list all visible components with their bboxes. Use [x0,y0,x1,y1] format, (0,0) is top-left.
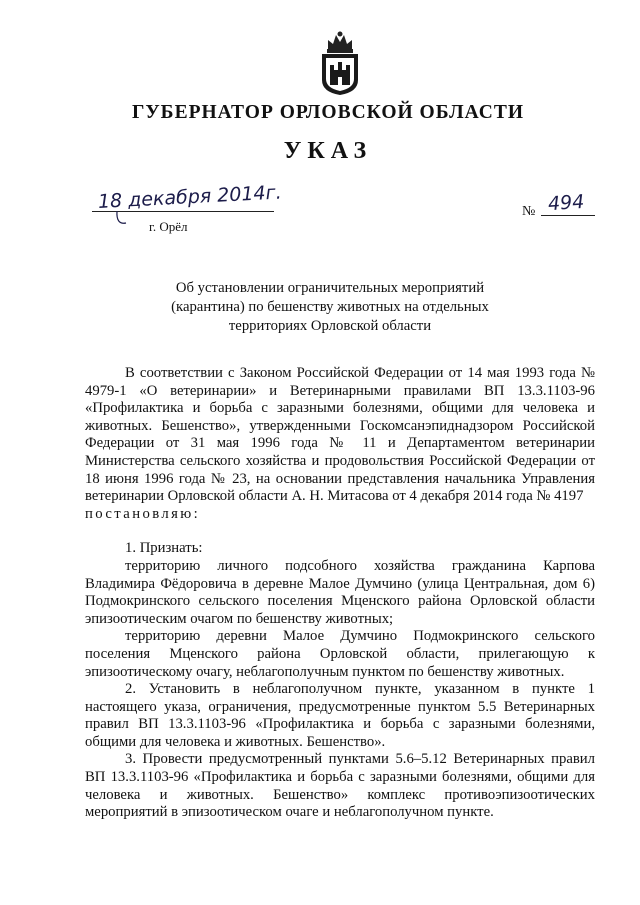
pen-stroke-mark [114,209,128,229]
city-label: г. Орёл [149,219,188,234]
item-3-paragraph: 3. Провести предусмотренный пунктами 5.6–5.12 Ветеринарных правил ВП 13.3.1103-96 «Профилактика и борьба с заразными болезнями, общими для человека и животных. Бешенство» комплекс противоэпизоотических мероприятий в эпизоотическом очаге и неблагополучном пункте. [85,751,595,821]
item-1-heading: 1. Признать: [125,540,203,557]
item-2-paragraph: 2. Установить в неблагополучном пункте, указанном в пункте 1 настоящего указа, ограничения, предусмотренные пунктом 5.5 Ветеринарных правил ВП 13.3.1103-96 «Профилактика и борьба с заразными болезнями, общими для человека и животных. Бешенство». [85,681,595,750]
item-1-clause-b: территорию деревни Малое Думчино Подмокринского сельского поселения Мценского района Орловской области, прилегающую к эпизоотическому очагу, неблагополучным пунктом по бешенству животных. [85,628,595,680]
subject-line: (карантина) по бешенству животных на отдельных [171,299,489,315]
coat-of-arms-emblem [318,30,362,96]
decree-word: постановляю: [85,505,201,522]
document-type-title: УКАЗ [283,138,373,164]
decree-subject [150,279,510,336]
issuing-authority-title: ГУБЕРНАТОР ОРЛОВСКОЙ ОБЛАСТИ [131,102,525,123]
preamble-paragraph: В соответствии с Законом Российской Федерации от 14 мая 1993 года № 4979-1 «О ветеринарии» и Ветеринарными правилами ВП 13.3.1103-96 «Профилактика и борьба с заразными болезнями, общими для человека и животных. Бешенство», утвержденными Госкомсанэпиднадзором Российской Федерации от 31 мая 1996 года № 11 и Департаментом ветеринарии Министерства сельского хозяйства и продовольствия Российской Федерации от 18 июня 1996 года № 23, на основании представления начальника Управления ветеринарии Орловской области А. Н. Митасова от 4 декабря 2014 года № 4197 [85,365,595,505]
subject-line: территориях Орловской области [228,318,432,334]
decree-body [85,365,595,822]
subject-line: Об установлении ограничительных мероприятий [175,280,485,296]
item-1-clause-a: территорию личного подсобного хозяйства гражданина Карпова Владимира Фёдоровича в деревне Малое Думчино (улица Центральная, дом 6) Подмокринского сельского поселения Мценского района Орловской области эпизоотическим очагом по бешенству животных; [85,557,595,627]
handwritten-number: 494 [547,190,585,216]
number-label: № [522,204,536,219]
handwritten-date: 18 декабря 2014г. [97,181,283,213]
